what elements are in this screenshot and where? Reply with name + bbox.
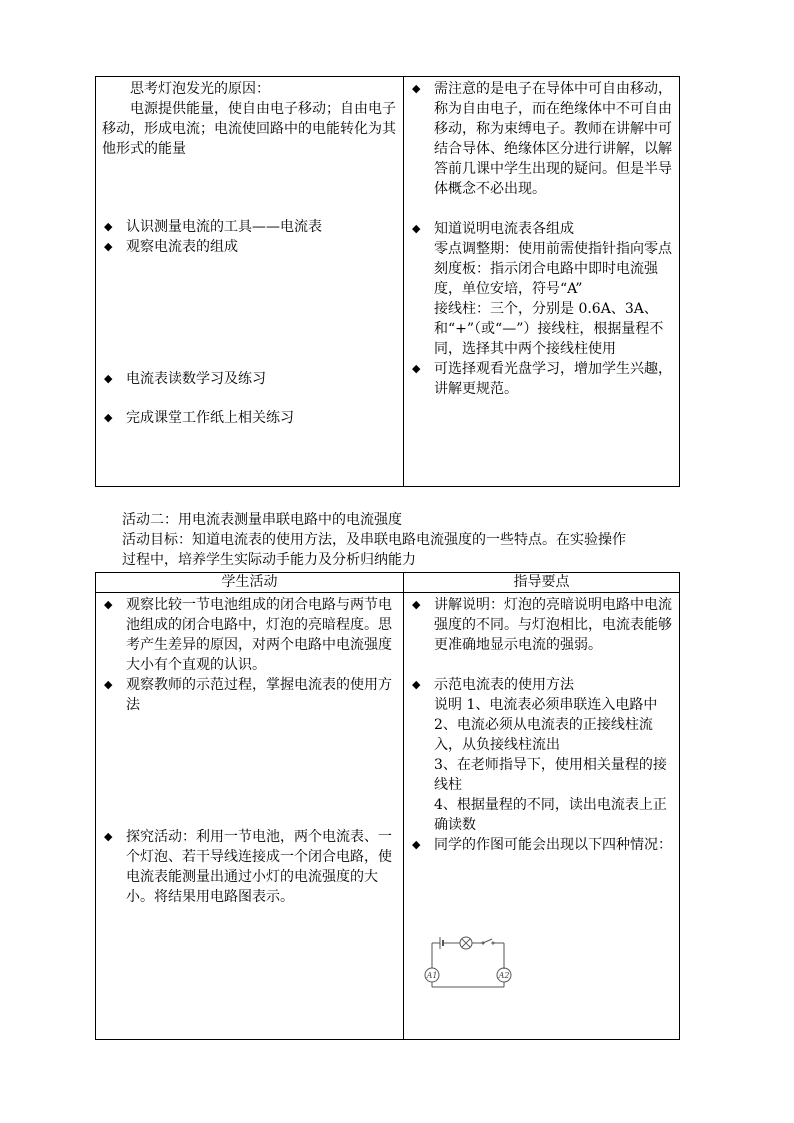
usage-note-1: 说明 1、电流表必须串联连入电路中 bbox=[434, 697, 658, 713]
diamond-bullet-icon: ◆ bbox=[412, 82, 421, 95]
diamond-bullet-icon: ◆ bbox=[412, 598, 421, 611]
list-item: ◆ 观察电流表的组成 bbox=[104, 239, 238, 255]
activity-title: 活动二：用电流表测量串联电路中的电流强度 bbox=[122, 512, 402, 528]
list-item: ◆ 观察比较一节电池组成的闭合电路与两节电池组成的闭合电路中，灯泡的亮暗程度。思考产生差异的原因，对两个电路中电流强度大小有个直观的认识。 bbox=[104, 597, 392, 673]
usage-note-2: 2、电流必须从电流表的正接线柱流入，从负接线柱流出 bbox=[434, 717, 653, 753]
switch-icon bbox=[483, 939, 492, 943]
thinking-title: 思考灯泡发光的原因： bbox=[130, 81, 270, 97]
activity-goal-cont: 过程中，培养学生实际动手能力及分析归纳能力 bbox=[122, 552, 416, 568]
table1-left-cell bbox=[95, 76, 404, 487]
list-item: ◆ 认识测量电流的工具——电流表 bbox=[104, 219, 322, 235]
activity-goal: 活动目标：知道电流表的使用方法，及串联电路电流强度的一些特点。在实验操作 bbox=[122, 532, 626, 548]
list-item: ◆ 讲解说明：灯泡的亮暗说明电路中电流强度的不同。与灯泡相比，电流表能够更准确地显示电流的强弱。 bbox=[412, 597, 672, 653]
diamond-bullet-icon: ◆ bbox=[104, 598, 113, 611]
table2-header-left bbox=[95, 572, 404, 593]
zero-adjust-note: 零点调整期：使用前需使指针指向零点 bbox=[434, 241, 672, 257]
usage-note-4: 4、根据量程的不同，读出电流表上正确读数 bbox=[434, 797, 667, 833]
list-item: ◆ 探究活动：利用一节电池，两个电流表、一个灯泡、若干导线连接成一个闭合电路，使电流表能测量出通过小灯的电流强度的大小。将结果用电路图表示。 bbox=[104, 829, 392, 905]
thinking-body: 电源提供能量，使自由电子移动；自由电子移动，形成电流；电流使回路中的电能转化为其他形式的能量 bbox=[102, 101, 396, 157]
list-item: ◆ 观察教师的示范过程，掌握电流表的使用方法 bbox=[104, 677, 392, 713]
list-item: ◆ 示范电流表的使用方法 bbox=[412, 677, 574, 693]
terminal-note: 接线柱：三个，分别是 0.6A、3A、和“+”（或“—”）接线柱，根据量程不同，选择其中两个接线柱使用 bbox=[434, 301, 664, 357]
list-item: ◆ 知道说明电流表各组成 bbox=[412, 221, 574, 237]
list-item: ◆ 可选择观看光盘学习，增加学生兴趣，讲解更规范。 bbox=[412, 361, 672, 397]
column-header: 学生活动 bbox=[221, 574, 278, 590]
diamond-bullet-icon: ◆ bbox=[104, 830, 113, 843]
diamond-bullet-icon: ◆ bbox=[412, 222, 421, 235]
diamond-bullet-icon: ◆ bbox=[104, 372, 113, 385]
list-item: ◆ 完成课堂工作纸上相关练习 bbox=[104, 410, 294, 426]
list-item: ◆ 电流表读数学习及练习 bbox=[104, 371, 266, 387]
list-item: ◆ 同学的作图可能会出现以下四种情况： bbox=[412, 837, 672, 853]
table2-left-cell bbox=[95, 592, 404, 1040]
scale-note: 刻度板：指示闭合电路中即时电流强度，单位安培，符号“A” bbox=[434, 261, 658, 297]
column-header: 指导要点 bbox=[513, 574, 570, 590]
diamond-bullet-icon: ◆ bbox=[104, 220, 113, 233]
table1-right-cell bbox=[403, 76, 680, 487]
circuit-diagram bbox=[420, 933, 520, 995]
table2-header-right bbox=[403, 572, 680, 593]
table2-right-cell bbox=[403, 592, 680, 1040]
diamond-bullet-icon: ◆ bbox=[412, 362, 421, 375]
diamond-bullet-icon: ◆ bbox=[412, 678, 421, 691]
activity-section bbox=[122, 510, 712, 570]
usage-note-3: 3、在老师指导下，使用相关量程的接线柱 bbox=[434, 757, 667, 793]
diamond-bullet-icon: ◆ bbox=[104, 240, 113, 253]
diamond-bullet-icon: ◆ bbox=[104, 678, 113, 691]
meter-a1-label: A1 bbox=[426, 971, 438, 980]
meter-a2-label: A2 bbox=[498, 971, 510, 980]
diamond-bullet-icon: ◆ bbox=[412, 838, 421, 851]
diamond-bullet-icon: ◆ bbox=[104, 411, 113, 424]
list-item: ◆ 需注意的是电子在导体中可自由移动，称为自由电子，而在绝缘体中不可自由移动，称为束缚电子。教师在讲解中可结合导体、绝缘体区分进行讲解，以解答前几课中学生出现的疑问。但是半导体概念不必出现。 bbox=[412, 81, 672, 197]
